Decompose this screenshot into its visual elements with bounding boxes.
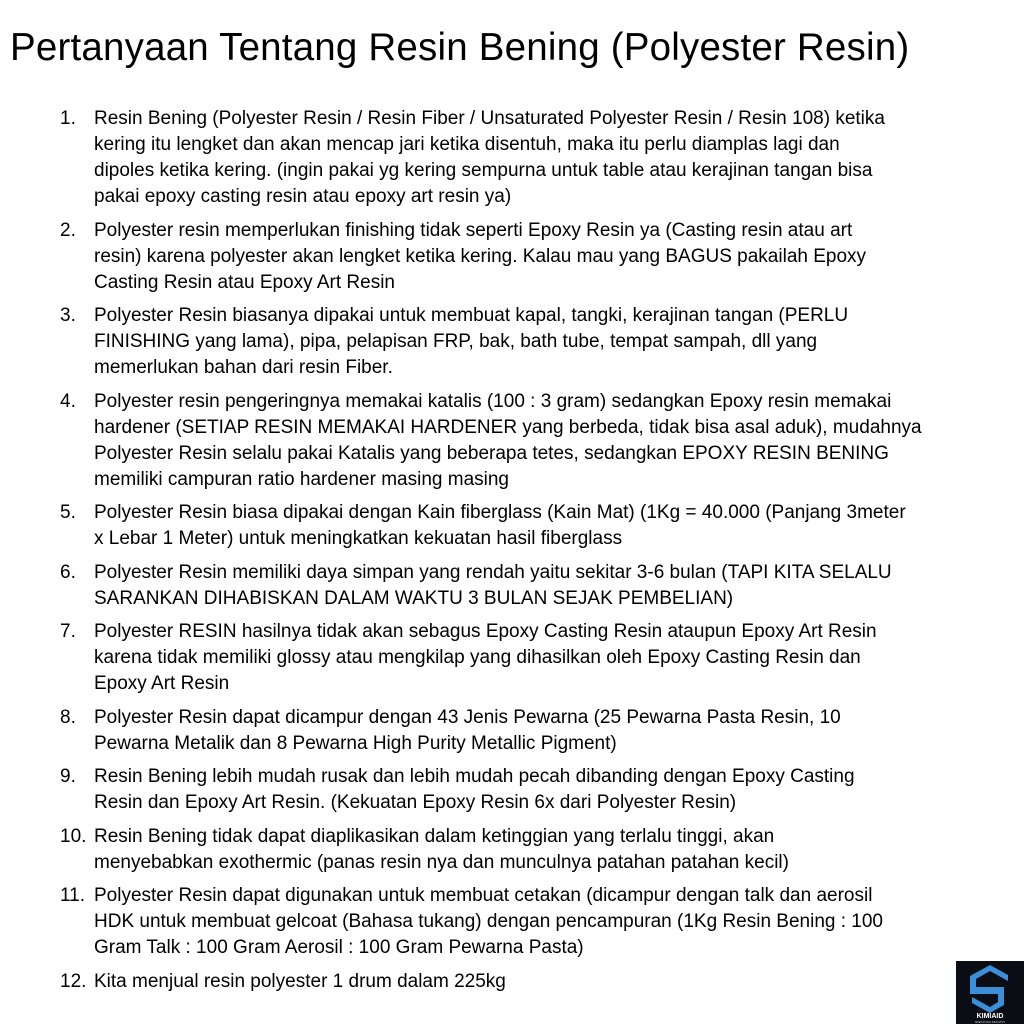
item-text-line: karena tidak memiliki glossy atau mengkilap yang dihasilkan oleh Epoxy Casting Resin dan: [94, 647, 861, 668]
item-number: 2.: [60, 219, 76, 241]
list-item: [0, 218, 1024, 296]
page-title: Pertanyaan Tentang Resin Bening (Polyester Resin): [10, 26, 910, 69]
item-text-line: Polyester Resin memiliki daya simpan yang rendah yaitu sekitar 3-6 bulan (TAPI KITA SELALU: [94, 561, 892, 583]
item-text-line: hardener (SETIAP RESIN MEMAKAI HARDENER yang berbeda, tidak bisa asal aduk), mudahnya: [94, 416, 922, 438]
list-item: [0, 303, 1024, 381]
list-item: [0, 389, 1024, 493]
item-text-line: Polyester resin pengeringnya memakai katalis (100 : 3 gram) sedangkan Epoxy resin memakai: [94, 390, 892, 412]
item-text-line: Resin Bening (Polyester Resin / Resin Fiber / Unsaturated Polyester Resin / Resin 108) ketika: [94, 108, 885, 129]
item-number: 6.: [60, 561, 76, 583]
item-text-line: Resin dan Epoxy Art Resin. (Kekuatan Epoxy Resin 6x dari Polyester Resin): [94, 792, 737, 813]
svg-text:SIMPLIFYING INDUSTRY: SIMPLIFYING INDUSTRY: [974, 1021, 1006, 1024]
item-number: 8.: [60, 706, 76, 728]
item-text-line: Epoxy Art Resin: [94, 673, 230, 694]
item-text-line: Polyester Resin biasa dipakai dengan Kain fiberglass (Kain Mat) (1Kg = 40.000 (Panjang 3meter: [94, 502, 906, 523]
item-text-line: Pewarna Metalik dan 8 Pewarna High Purity Metallic Pigment): [94, 732, 617, 754]
list-item: [0, 500, 1024, 552]
item-number: 1.: [60, 108, 76, 129]
item-text-line: memiliki campuran ratio hardener masing masing: [94, 468, 510, 490]
item-text-line: Resin Bening tidak dapat diaplikasikan dalam ketinggian yang terlalu tinggi, akan: [94, 825, 775, 847]
list-item: [0, 764, 1024, 816]
item-text-line: Resin Bening lebih mudah rusak dan lebih mudah pecah dibanding dengan Epoxy Casting: [94, 766, 855, 787]
list-item: [0, 883, 1024, 961]
item-text-line: kering itu lengket dan akan mencap jari ketika disentuh, maka itu perlu diamplas lagi dan: [94, 134, 840, 155]
item-text-line: Polyester resin memperlukan finishing tidak seperti Epoxy Resin ya (Casting resin atau art: [94, 219, 853, 241]
item-number: 7.: [60, 621, 76, 642]
item-text-line: Polyester Resin biasanya dipakai untuk membuat kapal, tangki, kerajinan tangan (PERLU: [94, 305, 849, 326]
item-text-line: x Lebar 1 Meter) untuk meningkatkan kekuatan hasil fiberglass: [94, 528, 623, 549]
item-text-line: Polyester RESIN hasilnya tidak akan sebagus Epoxy Casting Resin ataupun Epoxy Art Resin: [94, 621, 877, 642]
item-text-line: pakai epoxy casting resin atau epoxy art resin ya): [94, 186, 512, 207]
list-item: [0, 824, 1024, 876]
item-number: 10.: [60, 825, 87, 847]
list-item: [0, 705, 1024, 757]
item-number: 3.: [60, 305, 76, 326]
item-text-line: memerlukan bahan dari resin Fiber.: [94, 357, 393, 378]
item-number: 9.: [60, 766, 76, 787]
list-item: [0, 106, 1024, 210]
item-text-line: FINISHING yang lama), pipa, pelapisan FRP, bak, bath tube, tempat sampah, dll yang: [94, 331, 818, 352]
list-item: [0, 619, 1024, 697]
item-text-line: Kita menjual resin polyester 1 drum dalam 225kg: [94, 970, 506, 992]
item-number: 5.: [60, 502, 76, 523]
item-text-line: Polyester Resin dapat dicampur dengan 43 Jenis Pewarna (25 Pewarna Pasta Resin, 10: [94, 706, 841, 728]
item-text-line: resin) karena polyester akan lengket ketika kering. Kalau mau yang BAGUS pakailah Epoxy: [94, 245, 867, 267]
question-list: [0, 106, 1024, 1002]
item-text-line: SARANKAN DIHABISKAN DALAM WAKTU 3 BULAN SEJAK PEMBELIAN): [94, 587, 734, 609]
svg-text:KIMIAID: KIMIAID: [976, 1013, 1004, 1020]
item-text-line: HDK untuk membuat gelcoat (Bahasa tukang) dengan pencampuran (1Kg Resin Bening : 100: [94, 911, 883, 932]
item-text-line: Polyester Resin selalu pakai Katalis yang beberapa tetes, sedangkan EPOXY RESIN BENING: [94, 442, 889, 464]
item-number: 4.: [60, 390, 76, 412]
item-text-line: Gram Talk : 100 Gram Aerosil : 100 Gram Pewarna Pasta): [94, 937, 584, 958]
item-text-line: menyebabkan exothermic (panas resin nya dan munculnya patahan patahan kecil): [94, 851, 789, 873]
list-item: [0, 560, 1024, 612]
item-number: 11.: [60, 885, 86, 906]
item-text-line: dipoles ketika kering. (ingin pakai yg kering sempurna untuk table atau kerajinan tangan bisa: [94, 160, 873, 181]
item-number: 12.: [60, 970, 87, 992]
list-item: [0, 969, 1024, 995]
item-text-line: Casting Resin atau Epoxy Art Resin: [94, 271, 395, 293]
item-text-line: Polyester Resin dapat digunakan untuk membuat cetakan (dicampur dengan talk dan aerosil: [94, 885, 873, 906]
kimiaid-logo: [956, 961, 1024, 1024]
